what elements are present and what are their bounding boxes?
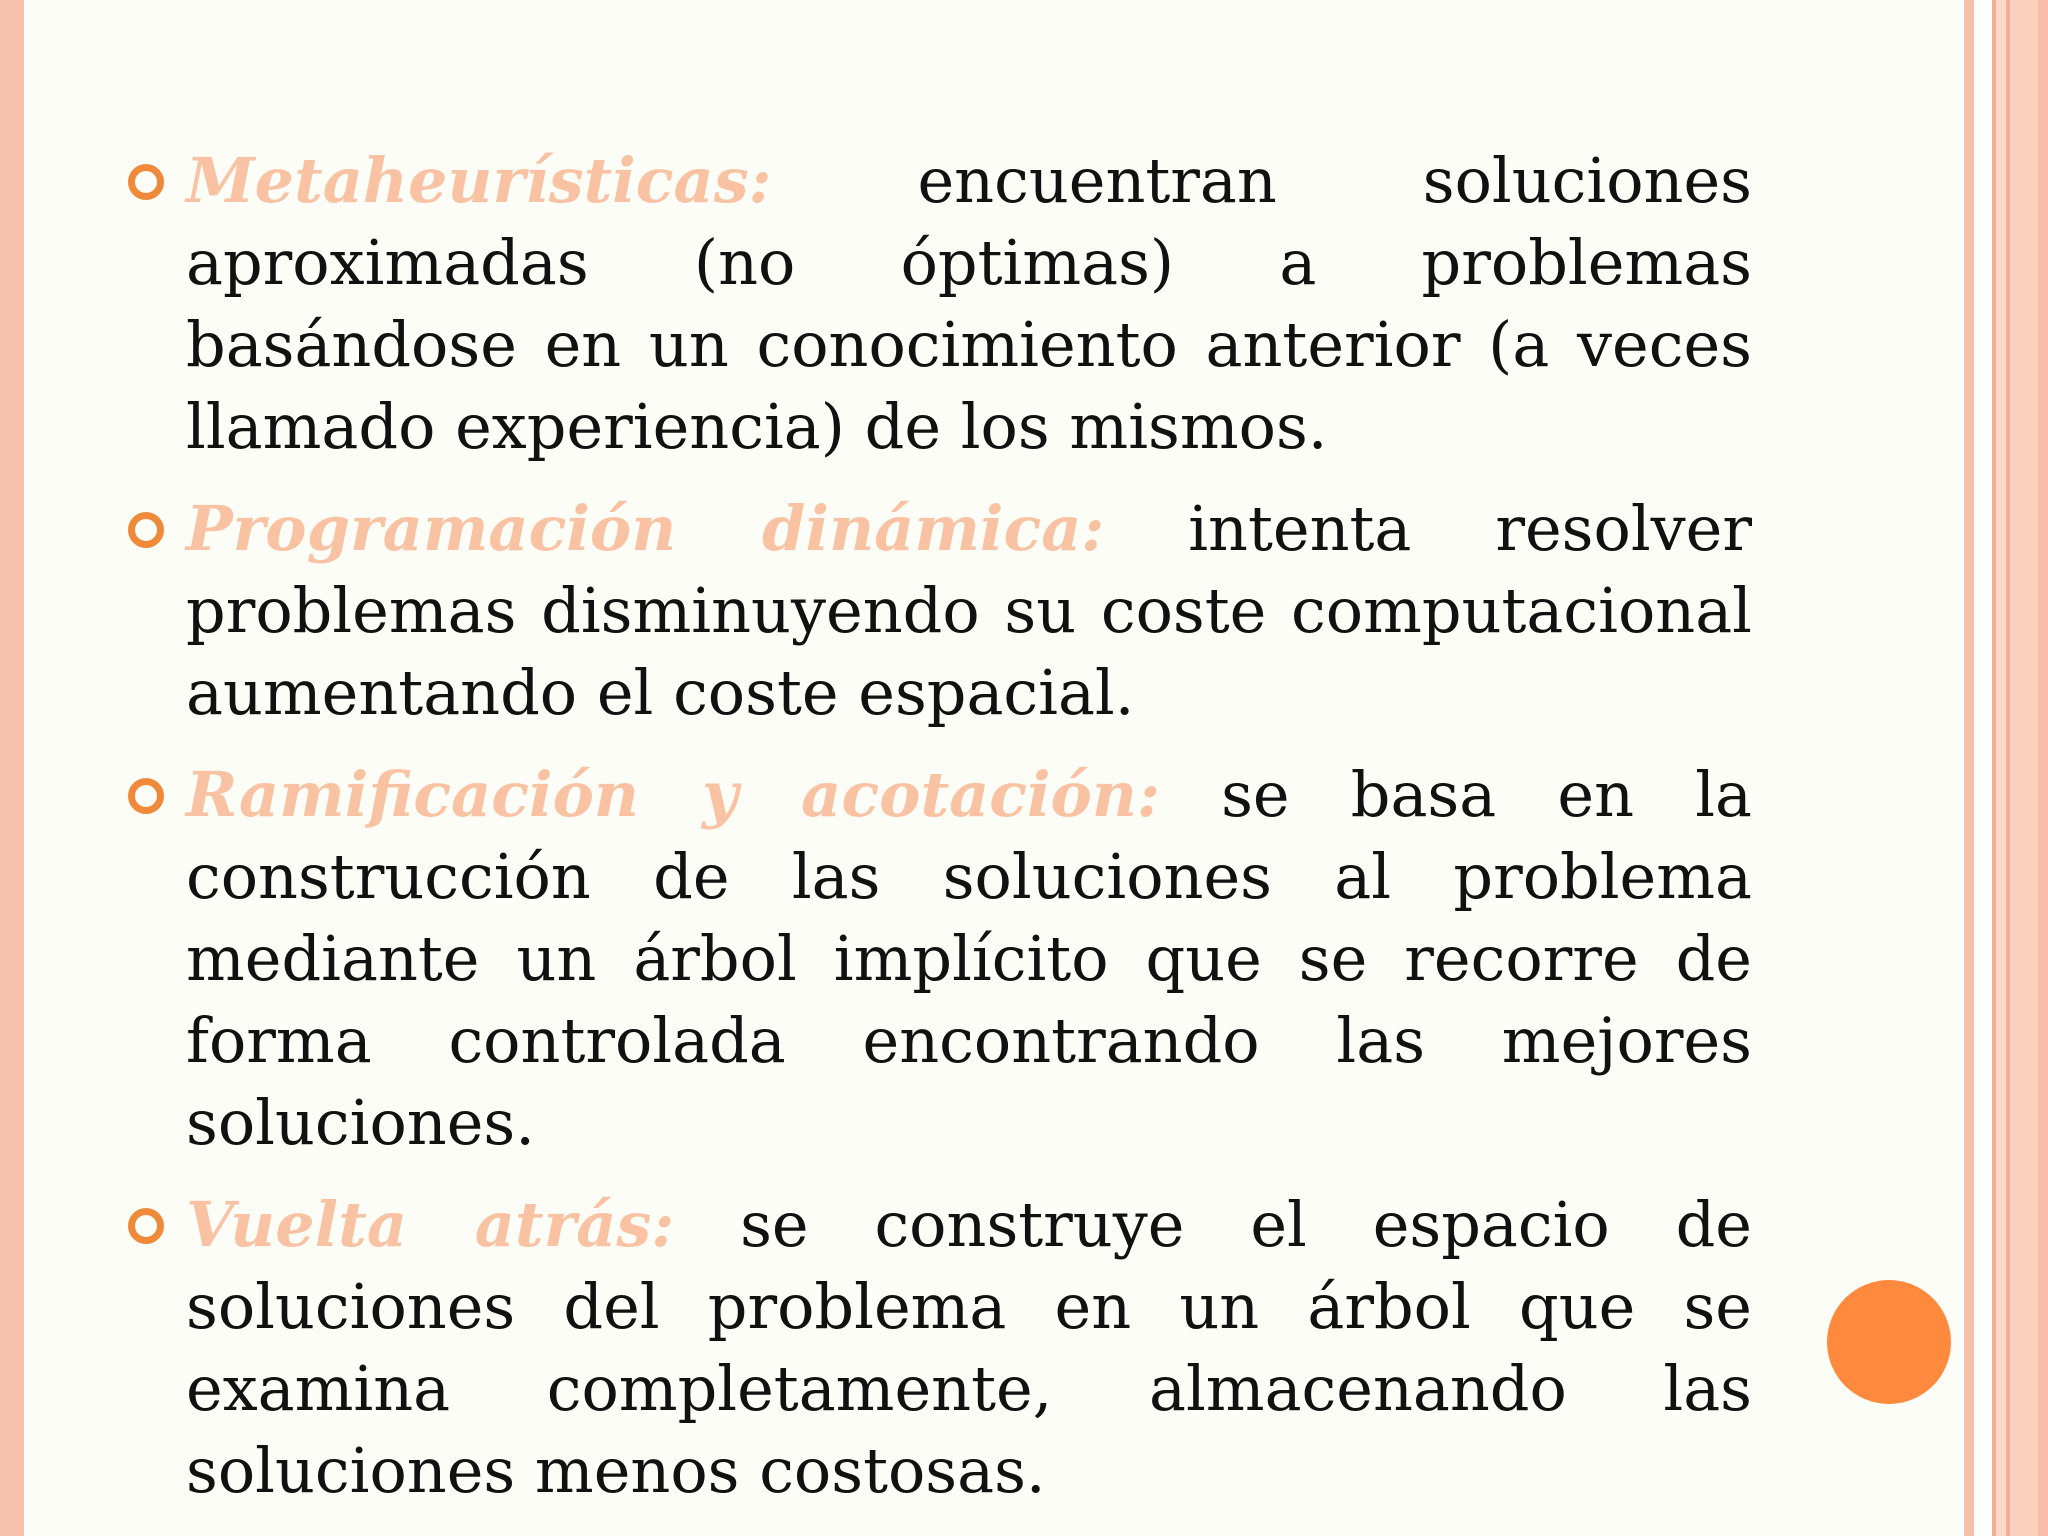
bullet-term: Ramificación y acotación: xyxy=(186,758,1160,831)
right-stripe xyxy=(1964,0,1974,1536)
bullet-description: se construye el espacio de soluciones del problema en un árbol que se examina completamente, almacenando las soluciones menos costosas. xyxy=(186,1188,1752,1507)
bullet-ring-icon xyxy=(128,164,164,200)
bullet-text xyxy=(186,754,1752,1164)
bullet-term: Vuelta atrás: xyxy=(186,1188,675,1261)
bullet-text xyxy=(186,488,1752,734)
bullet-term: Programación dinámica: xyxy=(186,492,1105,565)
accent-circle-decoration xyxy=(1827,1280,1951,1404)
bullet-term: Metaheurísticas: xyxy=(186,144,772,217)
right-stripe xyxy=(2038,0,2048,1536)
bullet-item-ramificacion-acotacion xyxy=(120,754,1752,1164)
left-border-stripe xyxy=(0,0,24,1536)
bullet-description: encuentran soluciones aproximadas (no óptimas) a problemas basándose en un conocimiento anterior (a veces llamado experiencia) de los mismos. xyxy=(186,144,1752,463)
bullet-item-metaheuristicas xyxy=(120,140,1752,468)
right-stripe xyxy=(1974,0,1992,1536)
bullet-list xyxy=(120,140,1752,1532)
bullet-ring-icon xyxy=(128,778,164,814)
right-stripe xyxy=(1996,0,2006,1536)
bullet-item-programacion-dinamica xyxy=(120,488,1752,734)
bullet-ring-icon xyxy=(128,1208,164,1244)
bullet-text xyxy=(186,1184,1752,1512)
bullet-description: intenta resolver problemas disminuyendo su coste computacional aumentando el coste espacial. xyxy=(186,492,1752,729)
bullet-text xyxy=(186,140,1752,468)
bullet-ring-icon xyxy=(128,512,164,548)
bullet-item-vuelta-atras xyxy=(120,1184,1752,1512)
bullet-description: se basa en la construcción de las soluciones al problema mediante un árbol implícito que se recorre de forma controlada encontrando las mejores soluciones. xyxy=(186,758,1752,1159)
right-stripe xyxy=(2010,0,2038,1536)
